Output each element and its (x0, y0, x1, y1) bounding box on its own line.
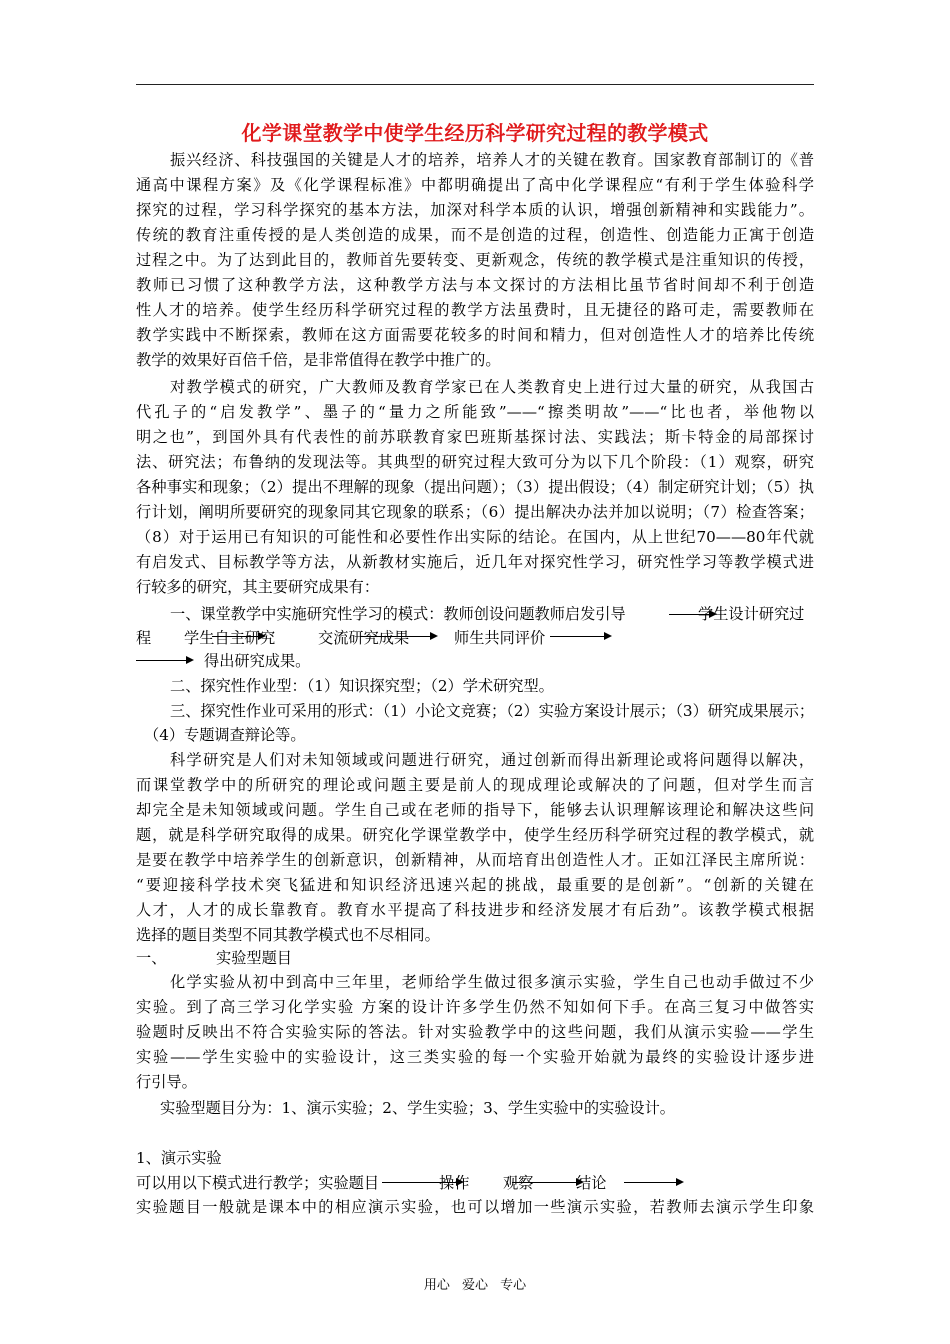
text-line: 行计划，阐明所要研究的现象同其它现象的联系；（6）提出解决办法并加以说明；（7）检查答案； (136, 503, 814, 521)
flow-step: 师生共同评价 (454, 629, 546, 647)
text-line: 明之也”，到国外具有代表性的前苏联教育家巴班斯基探讨法、实践法；斯卡特金的局部探讨 (136, 428, 814, 446)
text-line: 代孔子的“启发教学”、墨子的“量力之所能致”——“擦类明故”——“比也者，举他物以 (136, 403, 814, 421)
text-line: 对教学模式的研究，广大教师及教育学家已在人类教育史上进行过大量的研究，从我国古 (170, 378, 814, 396)
header-rule (136, 84, 814, 85)
text-line: 而课堂教学中的所研究的理论或问题主要是前人的现成理论或解决的了问题，但对学生而言 (136, 776, 814, 794)
subsection-heading: 1、演示实验 (136, 1149, 222, 1167)
flow-step: 学生设计研究过 (698, 605, 805, 623)
flow-arrow (512, 1182, 582, 1183)
flow-step: 程 (136, 629, 152, 647)
flow-arrow (136, 660, 192, 661)
text-line: 实验——学生实验中的实验设计，这三类实验的每一个实验开始就为最终的实验设计逐步进 (136, 1048, 814, 1066)
flow-arrow (212, 636, 264, 637)
text-line: “要迎接科学技术突飞猛进和知识经济迅速兴起的挑战，最重要的是创新”。“创新的关键在 (136, 876, 814, 894)
text-line: 有启发式、目标教学等方法，从新教材实施后，近几年对探究性学习，研究性学习等教学模式进 (136, 553, 814, 571)
text-line: 科学研究是人们对未知领域或问题进行研究，通过创新而得出新理论或将问题得以解决， (170, 751, 814, 769)
text-line: 通高中课程方案》及《化学课程标准》中都明确提出了高中化学课程应“有利于学生体验科学 (136, 176, 814, 194)
page-title: 化学课堂教学中使学生经历科学研究过程的教学模式 (241, 121, 709, 145)
flow-step: 操作 (439, 1174, 470, 1192)
flow-arrow (360, 636, 436, 637)
text-line: （8）对于运用已有知识的可能性和必要性作出实际的结论。在国内，从上世纪70——80年代就 (136, 528, 814, 546)
page-footer: 用心 爱心 专心 (423, 1278, 527, 1293)
section-number: 一、 (136, 949, 167, 967)
text-line: 实验。到了高三学习化学实验 方案的设计许多学生仍然不知如何下手。在高三复习中做答实 (136, 998, 814, 1016)
flow-step: 学生自主研究 (184, 629, 276, 647)
text-line: 验题时反映出不符合实验实际的答法。针对实验教学中的这些问题，我们从演示实验——学生 (136, 1023, 814, 1041)
text-line: 题，就是科学研究取得的成果。研究化学课堂教学中，使学生经历科学研究过程的教学模式，就 (136, 826, 814, 844)
text-line: 探究的过程，学习科学探究的基本方法，加深对科学本质的认识，增强创新精神和实践能力”。 (136, 201, 814, 219)
text-line: 行引导。 (136, 1073, 197, 1091)
text-line: 三、探究性作业可采用的形式：（1）小论文竞赛；（2）实验方案设计展示；（3）研究成果展示； (170, 702, 815, 720)
text-line: 教学的效果好百倍千倍，是非常值得在教学中推广的。 (136, 351, 501, 369)
flow-step: 结论 (576, 1174, 607, 1192)
text-line: 教学实践中不断探索，教师在这方面需要花较多的时间和精力，但对创造性人才的培养比传统 (136, 326, 814, 344)
text-line: 却完全是未知领域或问题。学生自己或在老师的指导下，能够去认识理解该理论和解决这些问 (136, 801, 814, 819)
text-line: 各种事实和现象；（2）提出不理解的现象（提出问题）；（3）提出假设；（4）制定研究计划；（5）执 (136, 478, 814, 496)
text-line: 传统的教育注重传授的是人类创造的成果，而不是创造的过程，创造性、创造能力正寓于创造 (136, 226, 814, 244)
text-line: 实验型题目分为：1、演示实验；2、学生实验；3、学生实验中的实验设计。 (160, 1099, 675, 1117)
flow-step: 得出研究成果。 (204, 652, 311, 670)
model-line: 可以用以下模式进行教学；实验题目 (136, 1174, 379, 1192)
flow-step: 观察 (503, 1174, 534, 1192)
text-line: 实验题目一般就是课本中的相应演示实验，也可以增加一些演示实验，若教师去演示学生印象 (136, 1198, 814, 1216)
text-line: 行较多的研究，其主要研究成果有： (136, 578, 379, 596)
flow-arrow (624, 1182, 682, 1183)
text-line: （4）专题调查辩论等。 (144, 726, 306, 744)
text-line: 振兴经济、科技强国的关键是人才的培养，培养人才的关键在教育。国家教育部制订的《普 (170, 151, 814, 169)
text-line: 过程之中。为了达到此目的，教师首先要转变、更新观念，传统的教学模式是注重知识的传授， (136, 251, 814, 269)
text-line: 性人才的培养。使学生经历科学研究过程的教学方法虽费时，且无捷径的路可走，需要教师在 (136, 301, 814, 319)
model-line: 一、课堂教学中实施研究性学习的模式：教师创设问题教师启发引导 (170, 605, 626, 623)
text-line: 选择的题目类型不同其教学模式也不尽相同。 (136, 926, 440, 944)
text-line: 二、探究性作业型：（1）知识探究型；（2）学术研究型。 (170, 677, 554, 695)
text-line: 人才，人才的成长靠教育。教育水平提高了科技进步和经济发展才有后劲”。该教学模式根据 (136, 901, 814, 919)
text-line: 教师已习惯了这种教学方法，这种教学方法与本文探讨的方法相比虽节省时间却不利于创造 (136, 276, 814, 294)
flow-step: 交流研究成果 (318, 629, 410, 647)
section-heading: 实验型题目 (216, 949, 292, 967)
flow-arrow (550, 636, 610, 637)
text-line: 法、研究法；布鲁纳的发现法等。其典型的研究过程大致可分为以下几个阶段：（1）观察，研究 (136, 453, 814, 471)
text-line: 化学实验从初中到高中三年里，老师给学生做过很多演示实验，学生自己也动手做过不少 (170, 973, 814, 991)
text-line: 是要在教学中培养学生的创新意识，创新精神，从而培育出创造性人才。正如江泽民主席所说： (136, 851, 814, 869)
